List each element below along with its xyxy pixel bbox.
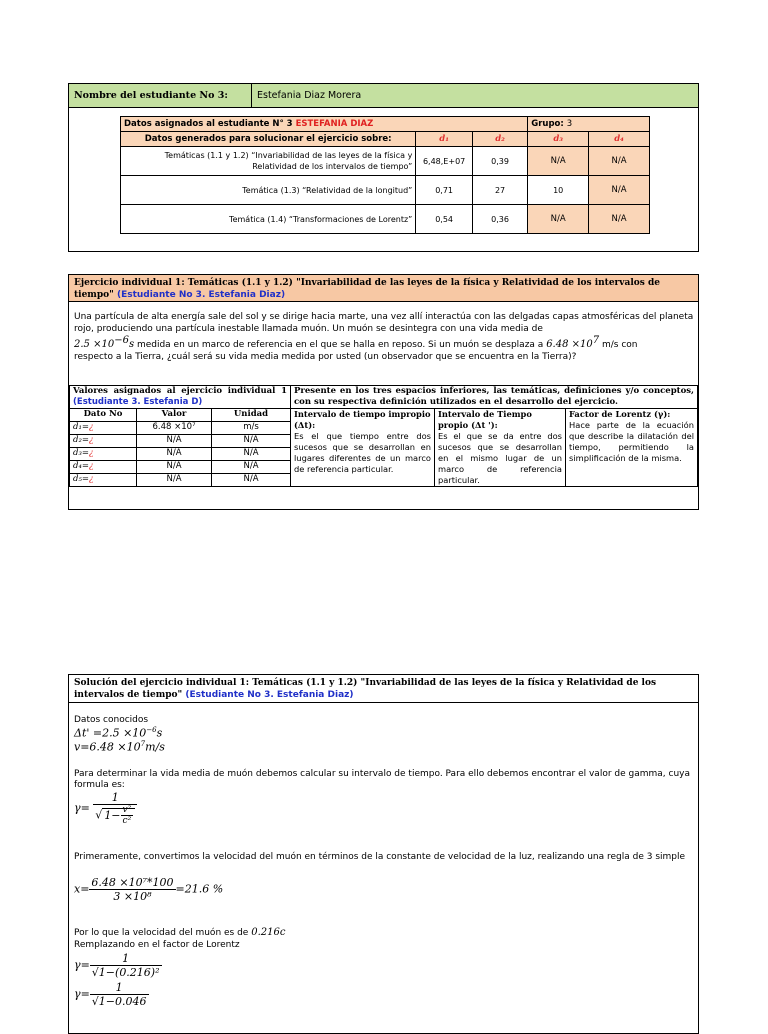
exercise-title-student: (Estudiante No 3. Estefania Diaz) bbox=[116, 290, 286, 300]
data-label bbox=[70, 422, 137, 435]
student-label: Nombre del estudiante No 3: bbox=[74, 90, 228, 101]
concepts-header: Presente en los tres espacios inferiores, las temáticas, definiciones y/o conceptos, con su respectiva definición utilizados en el desarrollo del ejercicio. bbox=[291, 386, 698, 409]
d4-value: N/A bbox=[589, 205, 650, 234]
col-dato: Dato No bbox=[70, 409, 137, 422]
half-life-value: 2.5 ×10 bbox=[74, 339, 115, 350]
gamma-step-2-num: 1 bbox=[90, 981, 149, 995]
eq-dt-text: Δt' =2.5 ×10 bbox=[74, 726, 147, 740]
concept-2 bbox=[435, 409, 566, 487]
data-mark: ¿ bbox=[88, 435, 94, 445]
theme-line: Temáticas (1.1 y 1.2) “Invariabilidad de las leyes de la física y bbox=[164, 151, 413, 160]
eq-gamma-formula bbox=[74, 791, 137, 826]
statement-text: medida en un marco de referencia en el que se halla en reposo. Si un muón se desplaza a bbox=[134, 340, 547, 350]
data-unit: m/s bbox=[212, 422, 291, 435]
data-unit: N/A bbox=[212, 461, 291, 474]
gamma-step-2-den: √1−0.046 bbox=[91, 995, 147, 1008]
assigned-title-cell bbox=[121, 117, 528, 132]
eq-delta-t bbox=[74, 726, 162, 740]
assigned-subheader: Datos generados para solucionar el ejercicio sobre: bbox=[121, 132, 416, 147]
eq-v-exp: 7 bbox=[140, 740, 146, 748]
solution-block bbox=[68, 674, 699, 1034]
data-value: N/A bbox=[137, 448, 212, 461]
header-divider bbox=[251, 84, 252, 107]
x-fraction bbox=[89, 876, 175, 903]
assigned-subheader-row bbox=[121, 132, 650, 147]
assigned-title-row bbox=[121, 117, 650, 132]
eq-percentage bbox=[74, 876, 223, 903]
x-lhs: x= bbox=[74, 882, 90, 896]
exercise-block bbox=[68, 274, 699, 510]
theme-cell bbox=[121, 147, 416, 176]
solution-title bbox=[69, 675, 698, 703]
statement-line bbox=[74, 335, 694, 351]
gamma-symbol: γ= bbox=[74, 958, 90, 972]
group-label: Grupo: bbox=[531, 119, 564, 129]
eq-velocity bbox=[74, 740, 165, 754]
sqrt-inner: 1− bbox=[104, 808, 121, 822]
eq-gamma-step-2 bbox=[74, 981, 149, 1008]
data-value: 6.48 ×10⁷ bbox=[137, 422, 212, 435]
concept-1-def: Es el que tiempo entre dos sucesos que se desarrollan en lugares diferentes de un marco de referencia particular. bbox=[294, 431, 431, 474]
student-header-row bbox=[69, 84, 698, 108]
data-label-text: d₅= bbox=[73, 474, 89, 484]
data-label-text: d₁= bbox=[73, 422, 89, 432]
para-3-text: Por lo que la velocidad del muón es de bbox=[74, 928, 252, 938]
data-unit: N/A bbox=[212, 435, 291, 448]
gamma-symbol: γ= bbox=[74, 801, 90, 815]
assigned-title: Datos asignados al estudiante N° 3 bbox=[124, 119, 293, 129]
solution-title-text: Solución del ejercicio individual 1: Temáticas (1.1 y 1.2) "Invariabilidad de las leyes de la física y Relatividad de los intervalos de tiempo" bbox=[74, 678, 657, 700]
concept-2-def: Es el que se da entre dos sucesos que se desarrollan en el mismo lugar de un marco de referencia particular. bbox=[438, 431, 562, 485]
statement-line: respecto a la Tierra, ¿cuál será su vida media medida por usted (un observador que se encuentra en la Tierra)? bbox=[74, 352, 577, 362]
d2-value: 0,36 bbox=[472, 205, 527, 234]
exercise-statement bbox=[74, 311, 694, 363]
half-life-unit: s bbox=[128, 339, 135, 350]
values-header bbox=[70, 386, 291, 409]
concept-1 bbox=[291, 409, 435, 487]
values-header-row bbox=[70, 386, 698, 409]
data-mark: ¿ bbox=[88, 461, 94, 471]
eq-v-text: v=6.48 ×10 bbox=[74, 740, 141, 754]
solution-paragraph-2: Primeramente, convertimos la velocidad del muón en términos de la constante de velocidad de la luz, realizando una regla de 3 simple bbox=[74, 852, 686, 862]
solution-paragraph-1: Para determinar la vida media de muón debemos calcular su intervalo de tiempo. Para ello debemos encontrar el valor de gamma, cuya formula es: bbox=[74, 769, 690, 790]
gamma-step-1-num: 1 bbox=[90, 952, 162, 966]
known-data-label: Datos conocidos bbox=[74, 715, 149, 725]
data-mark: ¿ bbox=[88, 448, 94, 458]
concept-1-head: Intervalo de tiempo impropio (Δt): bbox=[294, 409, 431, 430]
solution-title-student: (Estudiante No 3. Estefania Diaz) bbox=[185, 690, 354, 700]
data-label bbox=[70, 435, 137, 448]
d4-value: N/A bbox=[589, 147, 650, 176]
theme-cell: Temática (1.4) “Transformaciones de Lorentz” bbox=[121, 205, 416, 234]
d1-value: 6,48,E+07 bbox=[416, 147, 473, 176]
eq-dt-exp: −6 bbox=[146, 726, 157, 734]
data-unit: N/A bbox=[212, 474, 291, 487]
data-label-text: d₂= bbox=[73, 435, 89, 445]
d1-value: 0,54 bbox=[416, 205, 473, 234]
d4-header: d₄ bbox=[589, 132, 650, 147]
student-info-block bbox=[68, 83, 699, 252]
values-header-text: Valores asignados al ejercicio individual 1 bbox=[73, 386, 287, 396]
exercise-title-text: Ejercicio individual 1: Temáticas (1.1 y 1.2) "Invariabilidad de las leyes de la física y Relatividad de los intervalos de tiempo" bbox=[74, 278, 660, 300]
exercise-title bbox=[69, 275, 698, 302]
d4-value: N/A bbox=[589, 176, 650, 205]
values-header-student: (Estudiante 3. Estefania D) bbox=[73, 397, 203, 407]
gamma-numerator: 1 bbox=[93, 791, 137, 805]
concept-3-head: Factor de Lorentz (γ): bbox=[569, 409, 671, 419]
gamma-step-1-den: √1−(0.216)² bbox=[91, 966, 160, 979]
data-value: N/A bbox=[137, 461, 212, 474]
c-squared: c² bbox=[122, 816, 132, 826]
data-label-text: d₃= bbox=[73, 448, 89, 458]
assigned-student-name: ESTEFANIA DIAZ bbox=[295, 119, 374, 129]
d2-value: 0,39 bbox=[472, 147, 527, 176]
speed-value: 6.48 ×10 bbox=[546, 339, 593, 350]
x-numerator: 6.48 ×10⁷*100 bbox=[91, 876, 174, 889]
data-label bbox=[70, 448, 137, 461]
values-concepts-table bbox=[69, 385, 698, 487]
values-col-header-row bbox=[70, 409, 698, 422]
data-label bbox=[70, 461, 137, 474]
d3-value: N/A bbox=[528, 147, 589, 176]
d1-value: 0,71 bbox=[416, 176, 473, 205]
v-squared: v² bbox=[122, 805, 132, 815]
solution-paragraph-4: Remplazando en el factor de Lorentz bbox=[74, 940, 240, 950]
eq-dt-unit: s bbox=[156, 726, 163, 740]
group-value: 3 bbox=[566, 119, 573, 129]
concept-3-def: Hace parte de la ecuación que describe la dilatación del tiempo, permitiendo la simplificación de la misma. bbox=[569, 420, 694, 463]
col-valor: Valor bbox=[137, 409, 212, 422]
data-label bbox=[70, 474, 137, 487]
gamma-step-1-fraction bbox=[90, 952, 162, 979]
col-unidad: Unidad bbox=[212, 409, 291, 422]
solution-paragraph-3 bbox=[74, 927, 694, 939]
data-label-text: d₄= bbox=[73, 461, 89, 471]
statement-text: m/s con bbox=[599, 340, 638, 350]
d3-value: 10 bbox=[528, 176, 589, 205]
gamma-symbol: γ= bbox=[74, 987, 90, 1001]
data-value: N/A bbox=[137, 435, 212, 448]
concept-3 bbox=[566, 409, 698, 487]
gamma-fraction bbox=[93, 791, 137, 826]
student-name: Estefania Diaz Morera bbox=[257, 90, 362, 101]
theme-cell: Temática (1.3) “Relatividad de la longitud” bbox=[121, 176, 416, 205]
eq-v-unit: m/s bbox=[145, 740, 165, 754]
data-value: N/A bbox=[137, 474, 212, 487]
d2-header: d₂ bbox=[472, 132, 527, 147]
assigned-row bbox=[121, 176, 650, 205]
x-result: =21.6 % bbox=[175, 882, 224, 896]
data-unit: N/A bbox=[212, 448, 291, 461]
statement-line: Una partícula de alta energía sale del sol y se dirige hacia marte, una vez allí interactúa con las delgadas capas atmosféricas del planeta rojo, produciendo una partícula inestable llamada muón. Un muón se desintegra con una vida media de bbox=[74, 312, 694, 334]
assigned-row bbox=[121, 205, 650, 234]
d3-header: d₃ bbox=[528, 132, 589, 147]
data-mark: ¿ bbox=[88, 474, 94, 484]
half-life-exp: −6 bbox=[114, 335, 129, 346]
d3-value: N/A bbox=[528, 205, 589, 234]
data-mark: ¿ bbox=[88, 422, 94, 432]
assigned-data-table bbox=[120, 116, 650, 234]
theme-line: Relatividad de los intervalos de tiempo” bbox=[252, 162, 413, 171]
x-denominator: 3 ×10⁸ bbox=[113, 890, 152, 903]
assigned-row bbox=[121, 147, 650, 176]
eq-gamma-step-1 bbox=[74, 952, 162, 979]
d2-value: 27 bbox=[472, 176, 527, 205]
concept-2-head: Intervalo de Tiempo propio (Δt '): bbox=[438, 409, 532, 430]
d1-header: d₁ bbox=[416, 132, 473, 147]
speed-fraction-c: 0.216c bbox=[251, 927, 286, 938]
speed-exp: 7 bbox=[592, 335, 600, 346]
gamma-step-2-fraction bbox=[90, 981, 149, 1008]
gamma-denominator: √ 1− $\frac{\text{v²}}{\text{c²}}$ bbox=[93, 805, 137, 826]
